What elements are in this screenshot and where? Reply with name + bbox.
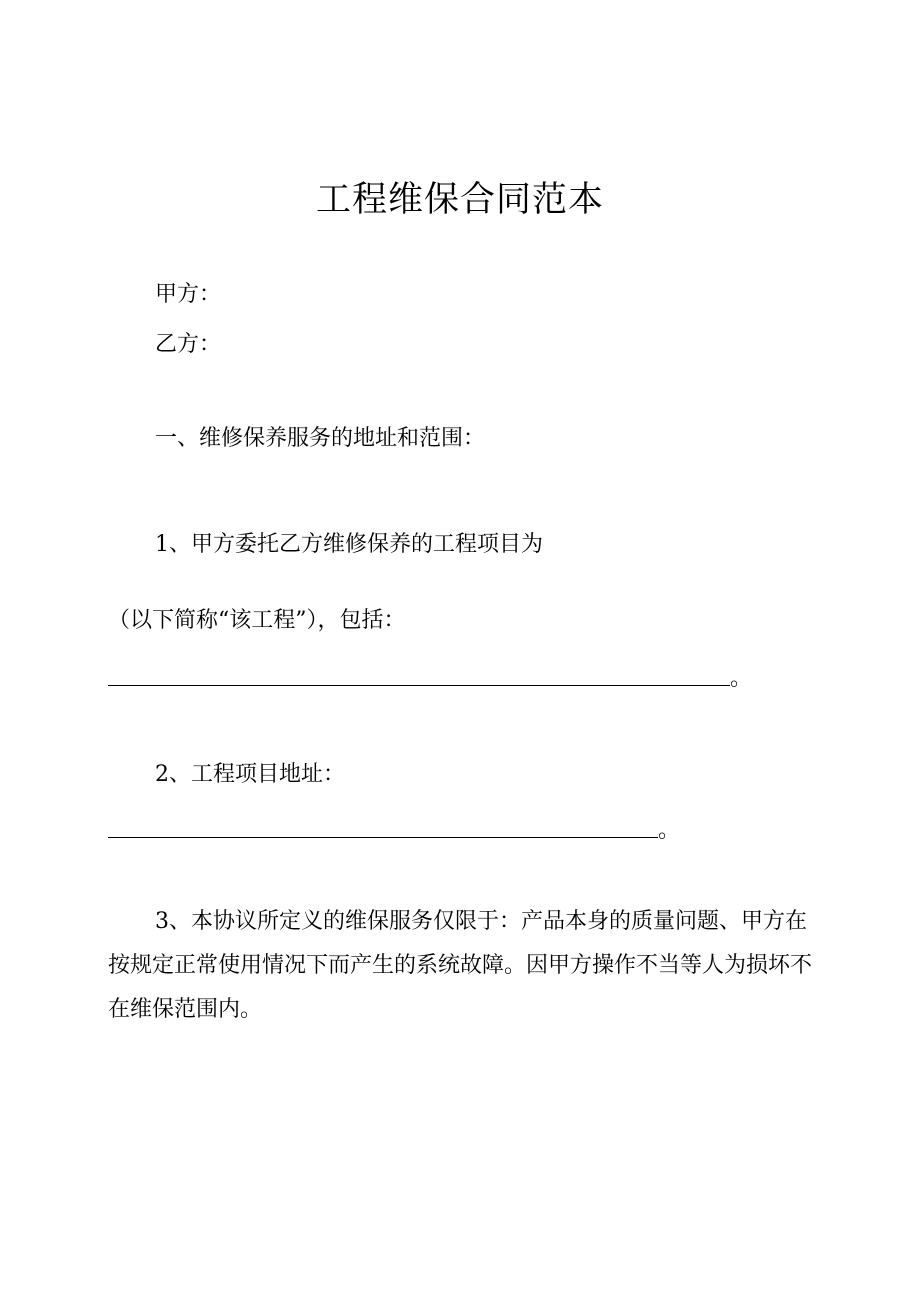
blank-period: 。 (730, 666, 753, 691)
party-a-label: 甲方： (155, 282, 222, 307)
item2-fill-in-blank (108, 812, 680, 842)
blank-underline (108, 685, 730, 686)
item2-text: 2、工程项目地址： (155, 762, 345, 787)
party-b-label: 乙方： (155, 332, 222, 357)
item1-fill-in-blank (108, 660, 752, 690)
blank-period: 。 (658, 818, 681, 843)
document-title: 工程维保合同范本 (315, 180, 604, 220)
item1-continuation: （以下简称“该工程”），包括： (108, 608, 406, 633)
blank-underline (108, 837, 658, 838)
section1-heading: 一、维修保养服务的地址和范围： (155, 426, 486, 451)
item1-text: 1、甲方委托乙方维修保养的工程项目为 (155, 532, 543, 557)
item3-paragraph: 3、本协议所定义的维保服务仅限于：产品本身的质量问题、甲方在按规定正常使用情况下而产生的系统故障。因甲方操作不当等人为损坏不在维保范围内。 (108, 909, 813, 1022)
